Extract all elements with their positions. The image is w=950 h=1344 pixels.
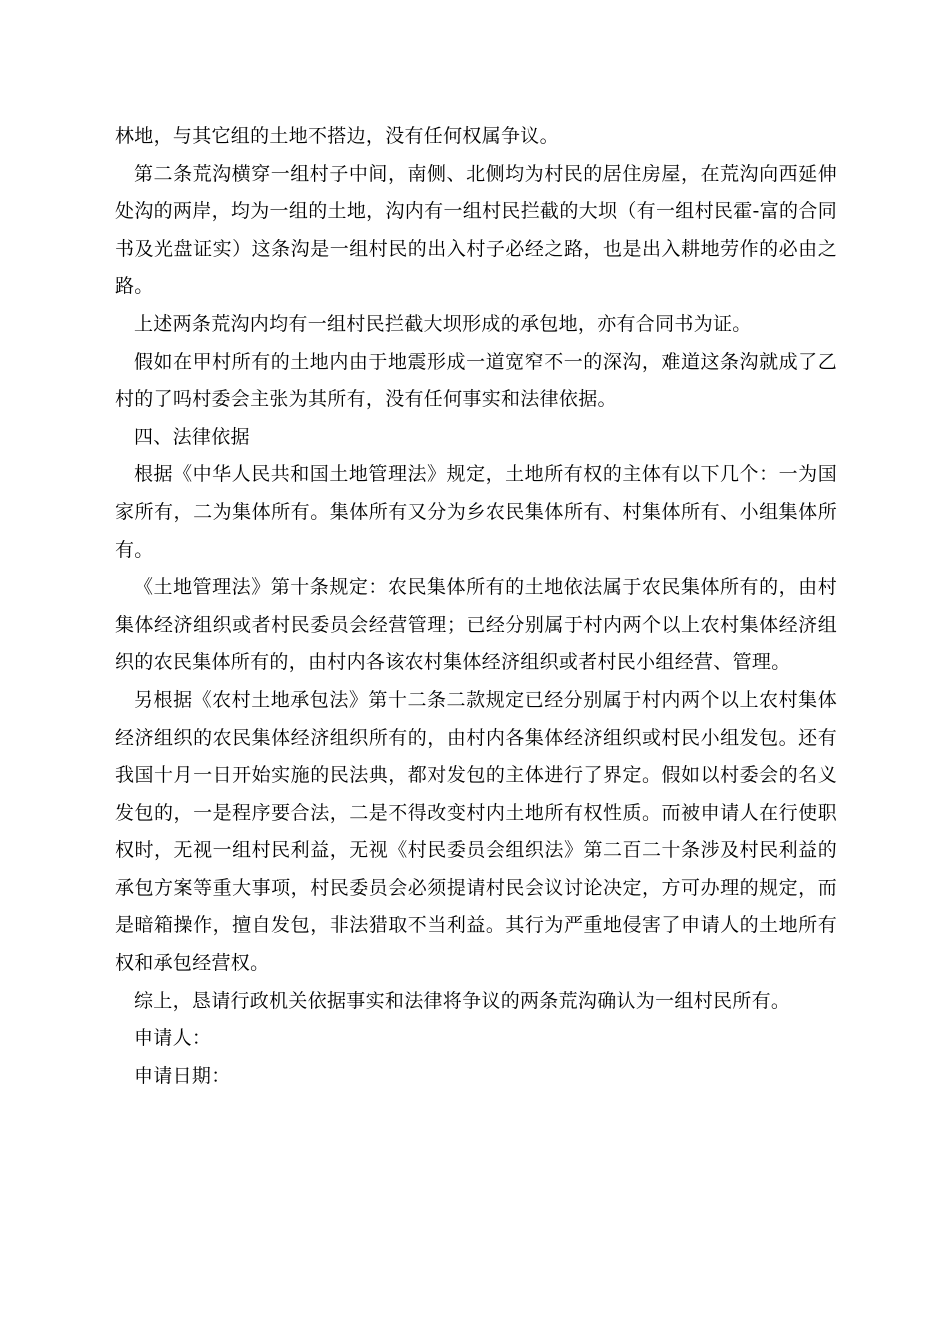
section-heading-legal-basis: 四、法律依据 <box>134 425 250 448</box>
paragraph-article-ten: 《土地管理法》第十条规定：农民集体所有的土地依法属于农民集体所有的，由村集体经济组织或者村民委员会经营管理；已经分别属于村内两个以上农村集体经济组织的农民集体所有的，由村内各该农村集体经济组织或者村民小组经营、管理。 <box>115 576 837 674</box>
paragraph-land-admin-law: 根据《中华人民共和国土地管理法》规定，土地所有权的主体有以下几个：一为国家所有，二为集体所有。集体所有又分为乡农民集体所有、村集体所有、小组集体所有。 <box>115 463 837 561</box>
paragraph-continuation: 林地，与其它组的土地不搭边，没有任何权属争议。 <box>115 125 559 147</box>
paragraph-conclusion: 综上，恳请行政机关依据事实和法律将争议的两条荒沟确认为一组村民所有。 <box>134 989 791 1012</box>
applicant-label: 申请人： <box>134 1027 212 1050</box>
application-date-label: 申请日期： <box>134 1064 231 1087</box>
document-body <box>115 118 837 1095</box>
paragraph-hypothetical: 假如在甲村所有的土地内由于地震形成一道宽窄不一的深沟，难道这条沟就成了乙村的了吗村委会主张为其所有，没有任何事实和法律依据。 <box>115 350 837 411</box>
paragraph-summary-ditches: 上述两条荒沟内均有一组村民拦截大坝形成的承包地，亦有合同书为证。 <box>134 312 752 335</box>
paragraph-second-ditch: 第二条荒沟横穿一组村子中间，南侧、北侧均为村民的居住房屋，在荒沟向西延伸处沟的两岸，均为一组的土地，沟内有一组村民拦截的大坝（有一组村民霍-富的合同书及光盘证实）这条沟是一组村民的出入村子必经之路，也是出入耕地劳作的必由之路。 <box>115 162 837 298</box>
paragraph-contract-law: 另根据《农村土地承包法》第十二条二款规定已经分别属于村内两个以上农村集体经济组织的农民集体经济组织所有的，由村内各集体经济组织或村民小组发包。还有我国十月一日开始实施的民法典，都对发包的主体进行了界定。假如以村委会的名义发包的，一是程序要合法，二是不得改变村内土地所有权性质。而被申请人在行使职权时，无视一组村民利益，无视《村民委员会组织法》第二百二十条涉及村民利益的承包方案等重大事项，村民委员会必须提请村民会议讨论决定，方可办理的规定，而是暗箱操作，擅自发包，非法猎取不当利益。其行为严重地侵害了申请人的土地所有权和承包经营权。 <box>115 688 837 975</box>
